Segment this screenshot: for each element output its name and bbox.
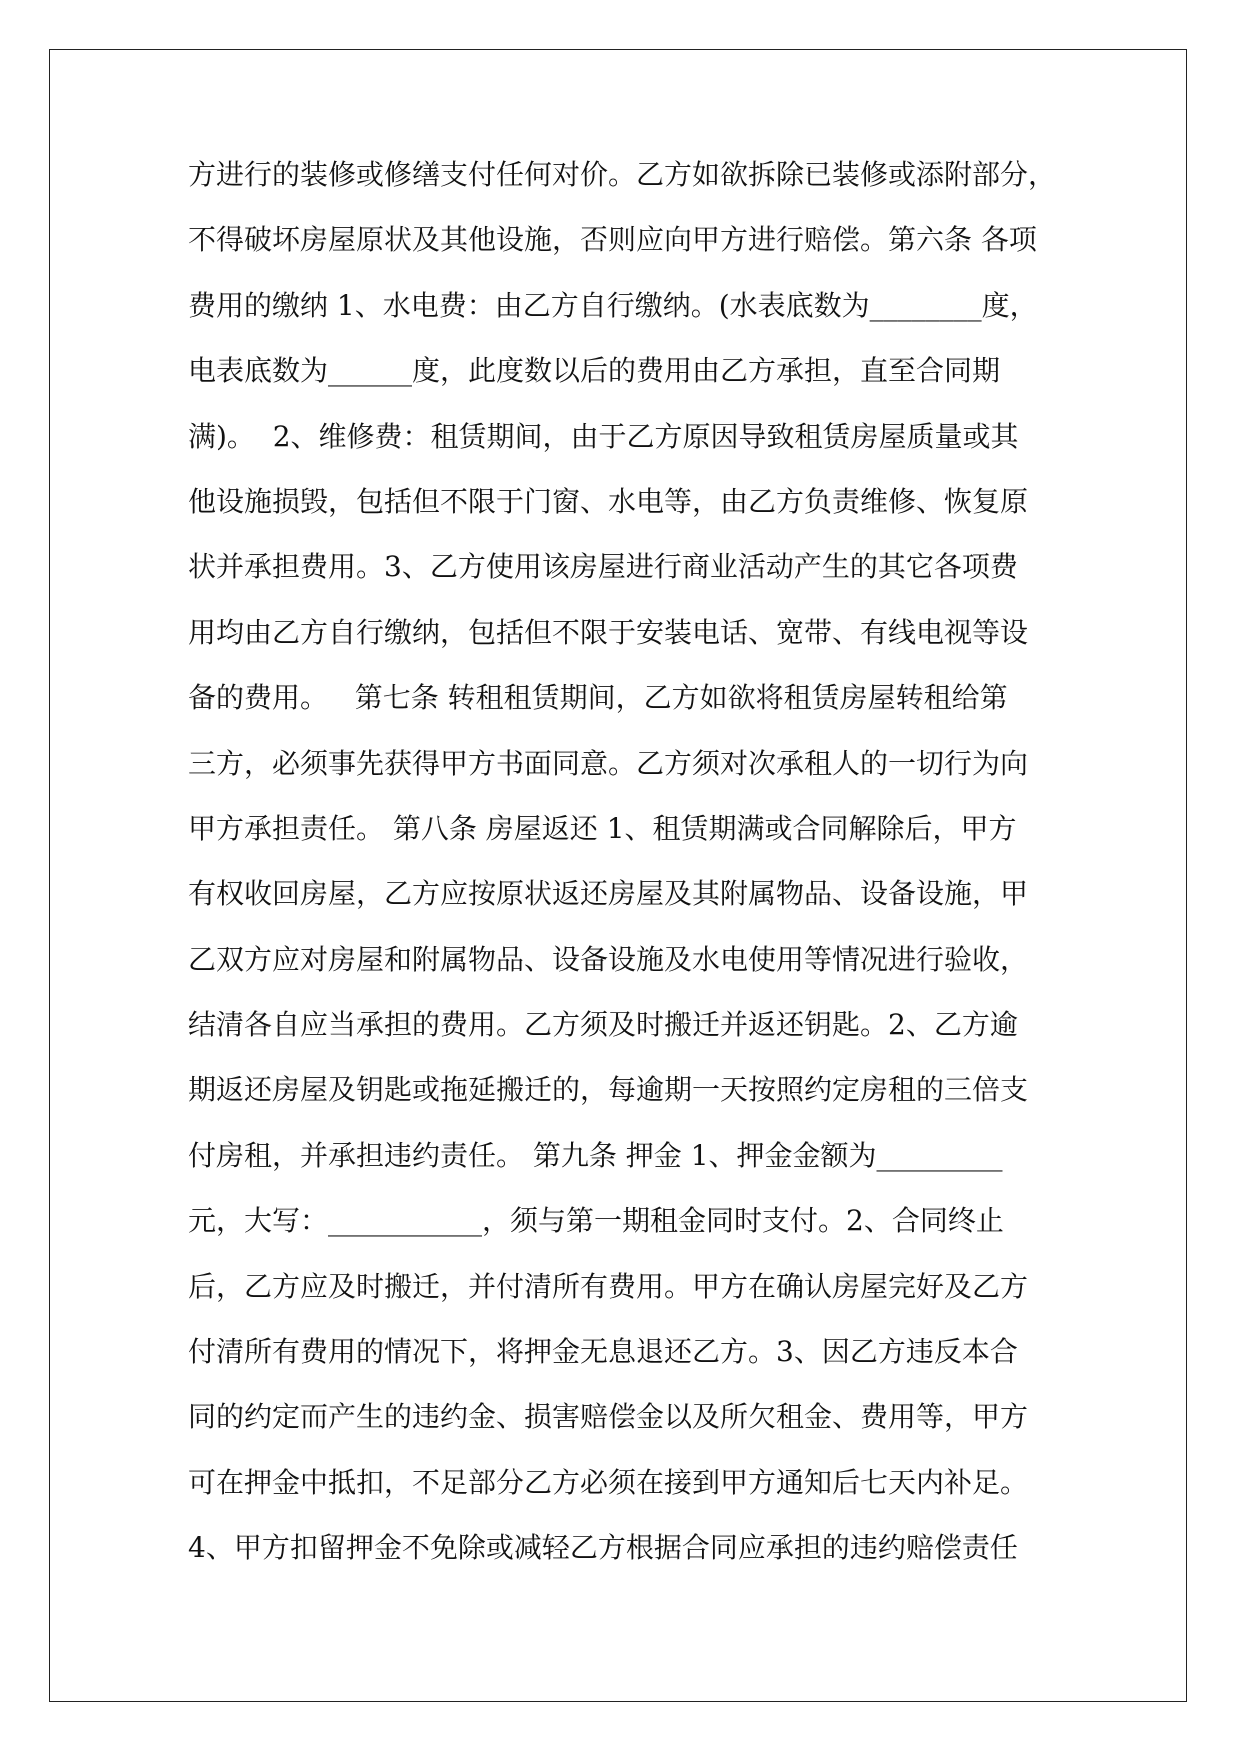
text-line: 电表底数为______度，此度数以后的费用由乙方承担，直至合同期 bbox=[188, 354, 1001, 388]
text-line: 结清各自应当承担的费用。乙方须及时搬迁并返还钥匙。2、乙方逾 bbox=[188, 1008, 1018, 1042]
text-line: 乙双方应对房屋和附属物品、设备设施及水电使用等情况进行验收， bbox=[188, 942, 1029, 976]
text-line: 不得破坏房屋原状及其他设施，否则应向甲方进行赔偿。第六条 各项 bbox=[188, 223, 1037, 257]
text-line: 4、甲方扣留押金不免除或减轻乙方根据合同应承担的违约赔偿责任 bbox=[188, 1531, 1018, 1565]
text-line: 付清所有费用的情况下，将押金无息退还乙方。3、因乙方违反本合 bbox=[188, 1335, 1018, 1369]
text-line: 后，乙方应及时搬迁，并付清所有费用。甲方在确认房屋完好及乙方 bbox=[188, 1269, 1029, 1303]
text-line: 同的约定而产生的违约金、损害赔偿金以及所欠租金、费用等，甲方 bbox=[188, 1400, 1029, 1434]
text-line: 方进行的装修或修缮支付任何对价。乙方如欲拆除已装修或添附部分， bbox=[188, 158, 1057, 191]
text-line: 甲方承担责任。 第八条 房屋返还 1、租赁期满或合同解除后，甲方 bbox=[188, 811, 1017, 845]
text-line: 用均由乙方自行缴纳，包括但不限于安装电话、宽带、有线电视等设 bbox=[188, 615, 1029, 649]
text-line: 元，大写：___________，须与第一期租金同时支付。2、合同终止 bbox=[188, 1204, 1004, 1238]
text-line: 付房租，并承担违约责任。 第九条 押金 1、押金金额为_________ bbox=[188, 1138, 1003, 1172]
text-line: 备的费用。 第七条 转租租赁期间，乙方如欲将租赁房屋转租给第 bbox=[188, 681, 1008, 715]
text-line: 有权收回房屋，乙方应按原状返还房屋及其附属物品、设备设施，甲 bbox=[188, 877, 1029, 911]
text-line: 可在押金中抵扣，不足部分乙方必须在接到甲方通知后七天内补足。 bbox=[188, 1465, 1029, 1499]
text-line: 三方，必须事先获得甲方书面同意。乙方须对次承租人的一切行为向 bbox=[188, 746, 1029, 780]
text-line: 费用的缴纳 1、水电费：由乙方自行缴纳。(水表底数为________度， bbox=[188, 288, 1038, 322]
text-line: 他设施损毁，包括但不限于门窗、水电等，由乙方负责维修、恢复原 bbox=[188, 484, 1029, 518]
text-line: 状并承担费用。3、乙方使用该房屋进行商业活动产生的其它各项费 bbox=[188, 550, 1018, 584]
text-line: 满)。 2、维修费：租赁期间，由于乙方原因导致租赁房屋质量或其 bbox=[188, 419, 1019, 453]
document-body bbox=[188, 142, 1064, 1581]
text-line: 期返还房屋及钥匙或拖延搬迁的，每逾期一天按照约定房租的三倍支 bbox=[188, 1073, 1029, 1107]
